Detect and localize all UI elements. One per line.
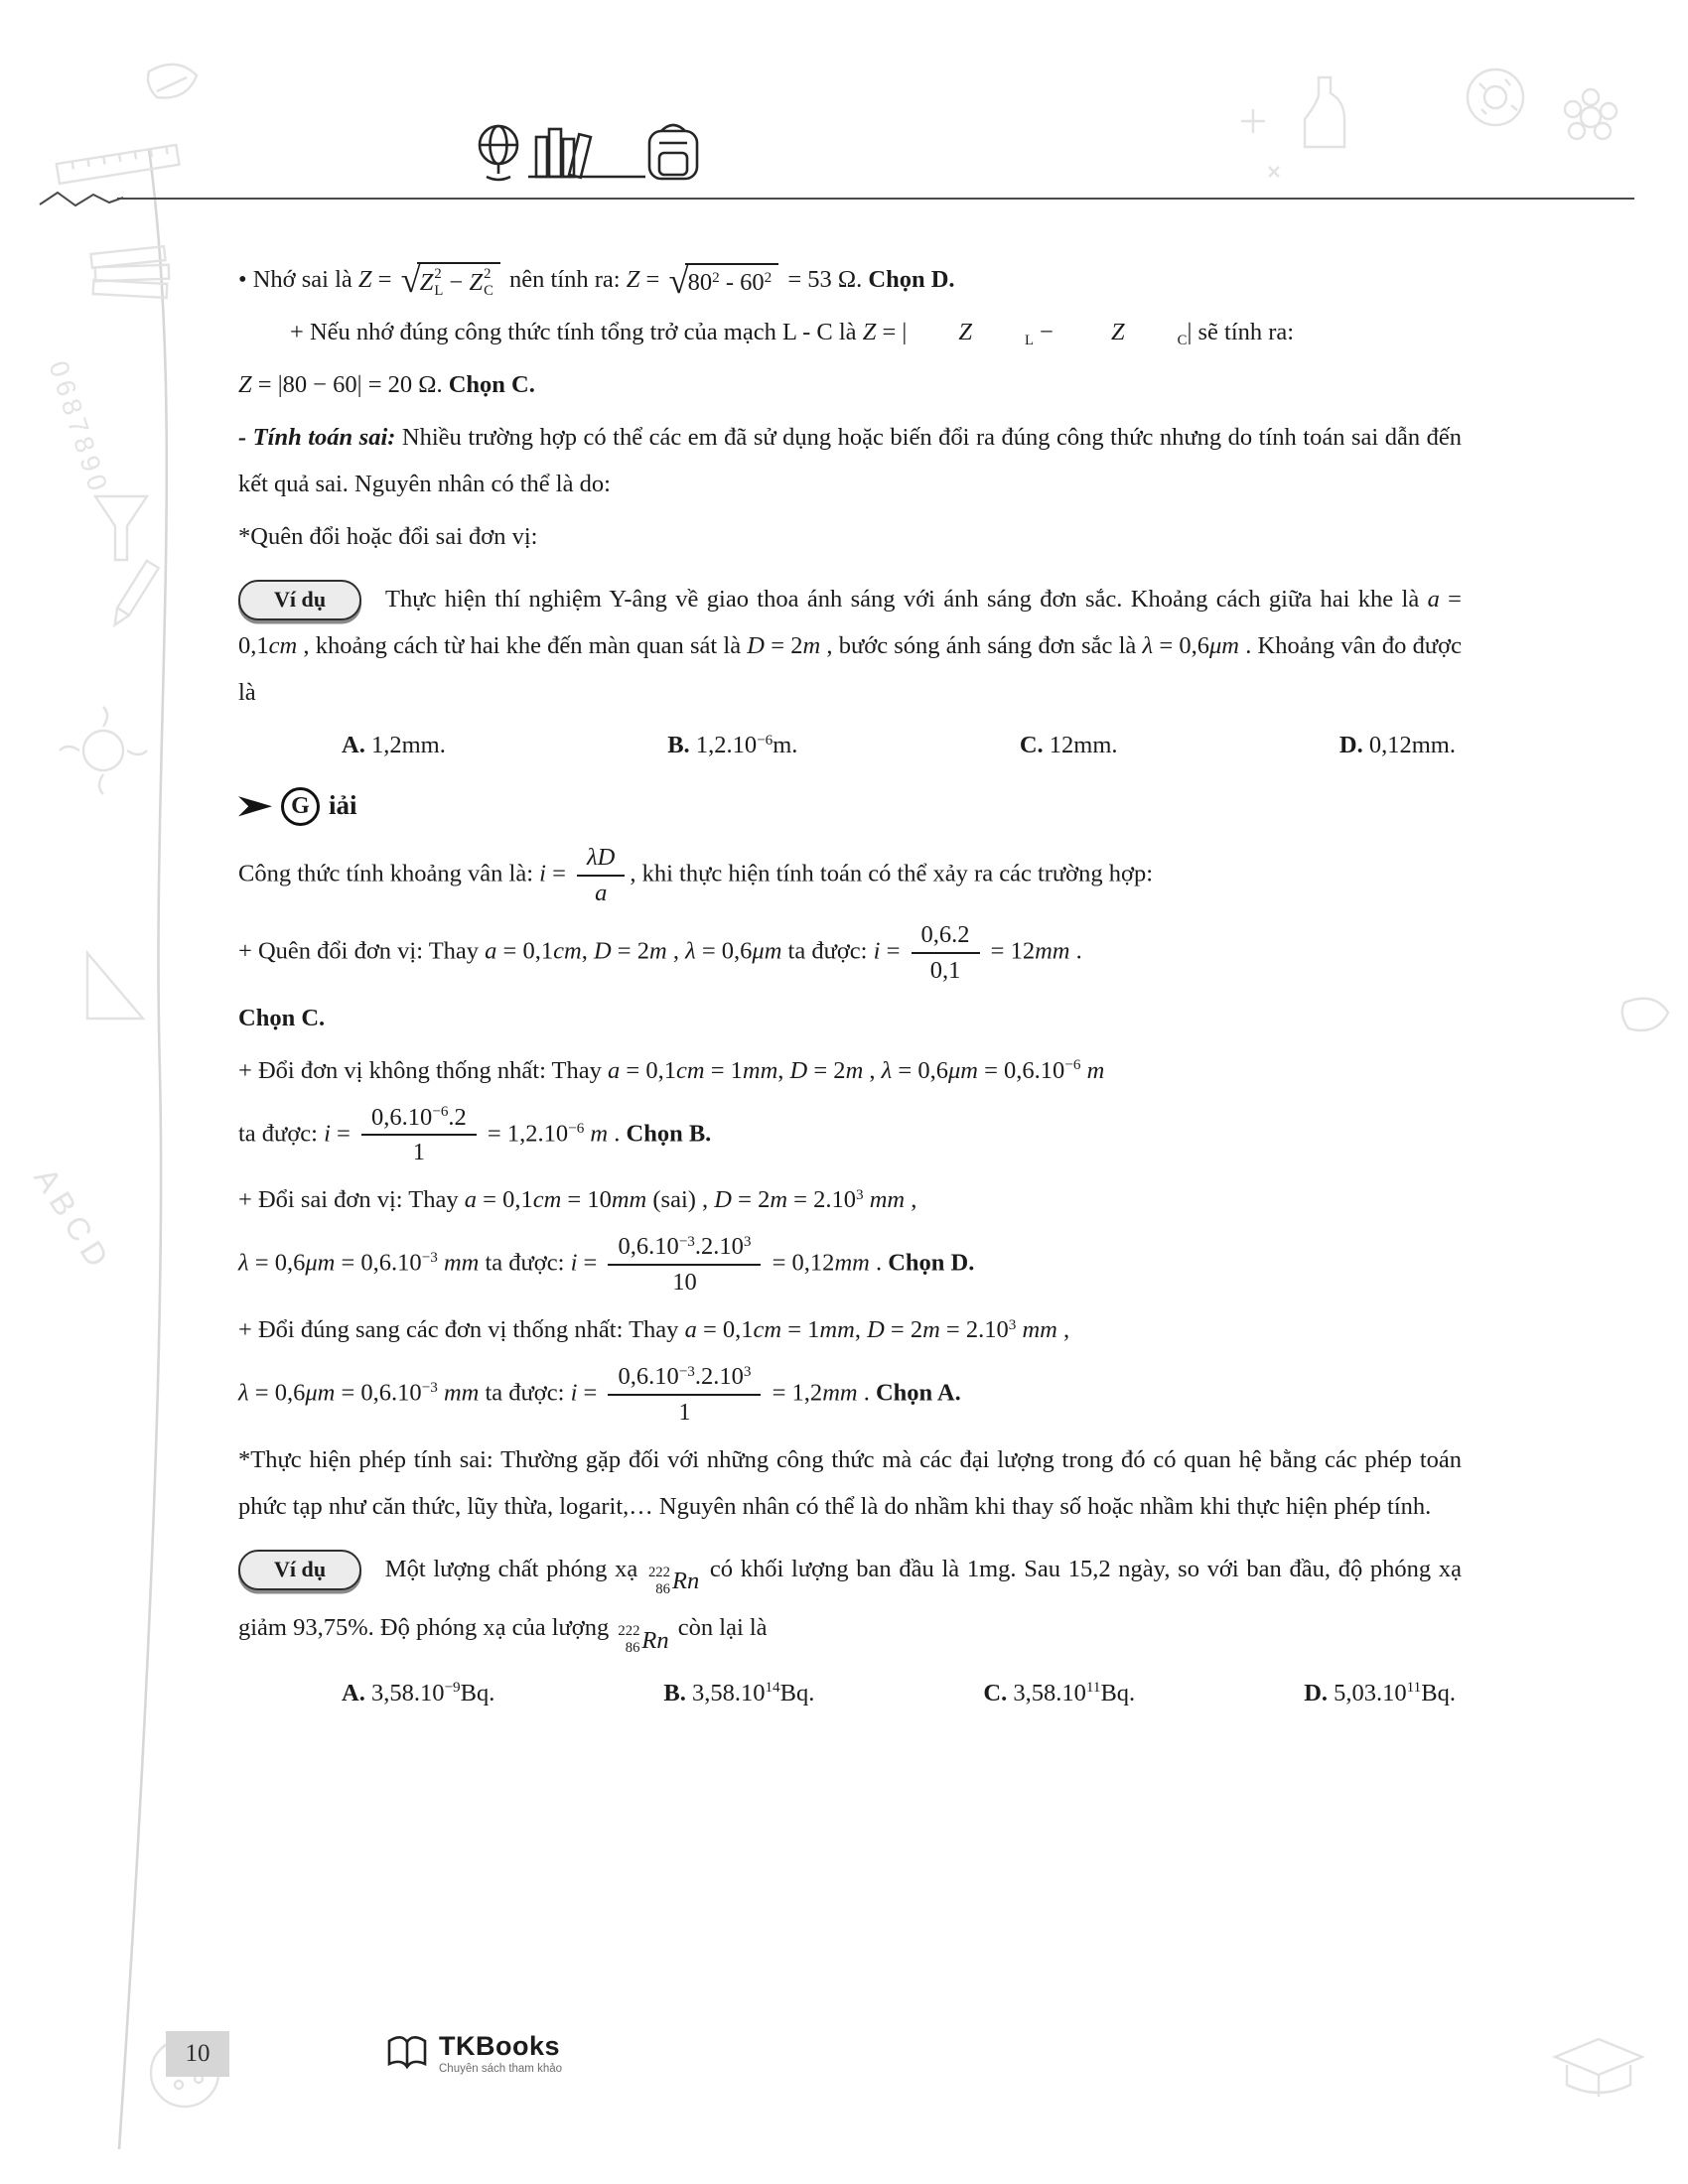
math-variable: i (873, 937, 881, 965)
superscript: −6 (432, 1103, 449, 1121)
publisher-logo (385, 2031, 562, 2075)
math-variable: μm (1209, 632, 1239, 660)
square-root: √ $80^2 - 60^2$ (668, 263, 778, 300)
math-variable: λ (238, 1379, 249, 1407)
superscript: −3 (678, 1232, 695, 1250)
books-icon (528, 129, 645, 178)
math-variable: mm (742, 1056, 778, 1084)
square-root: √ Z 2 L − Z 2 C (401, 262, 500, 300)
option-label: A. (342, 732, 365, 759)
graduation-cap-doodle (1555, 2039, 1642, 2097)
example-badge: Ví dụ (238, 580, 361, 620)
fraction: $\frac{0,6.10^{-6}.2}{1}$ (361, 1102, 477, 1169)
superscript: −3 (678, 1362, 695, 1380)
answer-option: D. 5,03.10$^{11}$Bq. (1304, 1679, 1456, 1706)
option-label: C. (983, 1679, 1008, 1706)
paragraph: *Quên đổi hoặc đổi sai đơn vị: (238, 523, 538, 551)
book-stack-doodle (90, 246, 169, 298)
leaf-doodle-top-left (148, 65, 197, 98)
triangle-ruler-doodle (87, 953, 143, 1019)
math-variable: a (684, 1315, 697, 1343)
math-variable: i (539, 860, 546, 887)
radical-sign: √ (400, 259, 421, 301)
bold-text: Chọn C. (448, 371, 535, 399)
paragraph: Ví dụ Thực hiện thí nghiệm Y-âng về giao thoa ánh sáng với ánh sáng đơn sắc. Khoảng cách giữa hai khe là a = 0,1cm , khoảng cách từ hai khe đến màn quan sát là D = 2m , bước sóng ánh sáng đơn sắc là λ = 0,6μm . Khoảng vân đo được là (238, 576, 1462, 716)
answer-option: C. 12mm. (1019, 732, 1118, 759)
math-variable: μm (947, 1056, 978, 1084)
math-variable: mm (869, 1186, 906, 1214)
math-variable: λD (587, 844, 616, 872)
page-number-badge (166, 2031, 229, 2077)
math-variable: Z 2 L (419, 266, 444, 300)
math-variable: λ (238, 1249, 249, 1277)
superscript: −6 (1064, 1056, 1081, 1074)
paragraph: $\lambda = 0,6\mu m = 0,6.10^{-3}$ mm ta được: i = $\frac{0,6.10^{-3}.2.10^3}{10}$ = 0,12mm . Chọn D. (238, 1229, 1462, 1300)
paragraph: + Quên đổi đơn vị: Thay a = 0,1cm, D = 2m , λ = 0,6μm ta được: i = $\frac{0,6.2}{0,1}$ = 12mm . (238, 917, 1462, 989)
decor-numbers: 0687890 (43, 357, 115, 499)
logo-text: TKBooks (439, 2031, 561, 2061)
radical-sign: √ (668, 260, 689, 301)
math-variable: Z (626, 266, 640, 293)
math-variable: a (595, 879, 608, 906)
superscript: 11 (1085, 1679, 1101, 1697)
option-label: B. (663, 1679, 686, 1706)
math-variable: D (593, 937, 612, 965)
paragraph: - Tính toán sai: Nhiều trường hợp có thể các em đã sử dụng hoặc biến đổi ra đúng công thức nhưng do tính toán sai dẫn đến kết quả sai. Nguyên nhân có thể là do: (238, 424, 1463, 498)
flower-doodle (1565, 89, 1617, 139)
swirl-doodle-petals (60, 707, 147, 794)
bottle-doodle (1305, 77, 1344, 147)
nuclide-notation: 222 86 Rn (618, 1623, 669, 1657)
solution-heading-text: iải (329, 790, 357, 821)
superscript: 3 (855, 1185, 864, 1203)
superscript: −6 (568, 1119, 585, 1137)
math-variable: mm (819, 1315, 855, 1343)
math-variable: a (485, 937, 497, 965)
paragraph: + Đổi đúng sang các đơn vị thống nhất: Thay a = 0,1cm = 1mm, $D = 2m = 2.10^3$ mm , (238, 1315, 1070, 1343)
tkbooks-logo-icon (385, 2033, 429, 2073)
paragraph: Công thức tính khoảng vân là: i = $\frac{\lambda D}{a}$ , khi thực hiện tính toán có thể xảy ra các trường hợp: (238, 840, 1462, 911)
superscript: 2 (764, 268, 773, 286)
paragraph: Z = |80 − 60| = 20 Ω. Chọn C. (238, 371, 535, 399)
funnel-doodle (95, 496, 147, 560)
decor-letters: ABCD (27, 1161, 119, 1280)
math-variable: i (324, 1120, 331, 1148)
paragraph: ta được: i = $\frac{0,6.10^{-6}.2}{1}$ = $1,2.10^{-6}$ m . Chọn B. (238, 1100, 1462, 1171)
math-variable: D (747, 632, 765, 660)
math-variable: cm (675, 1056, 705, 1084)
option-label: C. (1019, 732, 1044, 759)
math-variable: mm (611, 1186, 647, 1214)
superscript: −3 (421, 1249, 438, 1267)
math-variable: m (845, 1056, 864, 1084)
math-variable: Z (862, 319, 877, 346)
ruler-doodle (57, 145, 180, 184)
math-variable: Z (357, 266, 372, 293)
math-variable: μm (752, 937, 782, 965)
math-variable: cm (268, 632, 298, 660)
superscript: −6 (757, 731, 774, 749)
math-variable: i (570, 1249, 578, 1277)
logo-tagline: Chuyên sách tham khảo (439, 2063, 563, 2075)
option-label: A. (342, 1679, 365, 1706)
math-variable: cm (753, 1315, 782, 1343)
bold-italic-text: - Tính toán sai: (238, 424, 396, 452)
math-variable: mm (1022, 1315, 1057, 1343)
superscript: 11 (1406, 1679, 1422, 1697)
math-variable: m (648, 937, 667, 965)
math-variable: mm (443, 1249, 480, 1277)
superscript: 14 (765, 1679, 780, 1697)
zigzag-rule-end (40, 193, 123, 205)
math-variable: D (867, 1315, 885, 1343)
option-label: D. (1304, 1679, 1329, 1706)
math-variable: Z 2 C (469, 266, 493, 300)
pencil-doodle (109, 561, 159, 628)
math-variable: mm (834, 1249, 870, 1277)
math-variable: μm (305, 1249, 336, 1277)
fraction: $\frac{0,6.10^{-3}.2.10^3}{1}$ (608, 1361, 761, 1429)
math-variable: m (802, 632, 821, 660)
math-variable: mm (443, 1379, 480, 1407)
header-divider (117, 198, 1634, 200)
globe-icon (480, 126, 517, 180)
paragraph: Ví dụ Một lượng chất phóng xạ 222 86 Rn có khối lượng ban đầu là 1mg. Sau 15,2 ngày, so với ban đầu, độ phóng xạ giảm 93,75%. Độ phóng xạ của lượng 222 86 Rn còn lại là (238, 1546, 1462, 1664)
math-variable: Z C (1111, 319, 1188, 348)
nuclide-notation: 222 86 Rn (647, 1564, 700, 1597)
header-icons (475, 111, 713, 197)
math-variable: m (590, 1120, 609, 1148)
superscript: −3 (421, 1379, 438, 1397)
bold-text: Chọn B. (626, 1120, 712, 1148)
paragraph (238, 995, 1462, 1041)
margin-curve-line (119, 149, 167, 2149)
circled-letter: G (281, 787, 320, 826)
paragraph: + Nếu nhớ đúng công thức tính tổng trở của mạch L - C là Z = | Z L − Z C | sẽ tính ra: (238, 309, 1462, 355)
sparkle-doodle (1241, 109, 1279, 177)
bold-text: Chọn A. (875, 1379, 961, 1407)
answer-option: D. 0,12mm. (1338, 732, 1456, 759)
math-variable: λ (1142, 632, 1154, 660)
math-variable: i (570, 1379, 578, 1407)
example-badge: Ví dụ (238, 1550, 361, 1590)
math-variable: a (1427, 586, 1440, 614)
arrow-icon (238, 795, 272, 818)
math-variable: Z (238, 371, 252, 399)
bold-text: Chọn D. (888, 1249, 975, 1277)
fraction (577, 842, 625, 909)
bold-text: Chọn C. (238, 1004, 326, 1031)
answer-option: B. 3,58.10$^{14}$Bq. (663, 1679, 815, 1706)
math-variable: D (789, 1056, 808, 1084)
math-variable: m (1086, 1056, 1105, 1084)
swirl-doodle (83, 731, 123, 770)
answer-option: A. 1,2mm. (342, 732, 446, 759)
math-variable: cm (553, 937, 582, 965)
superscript: 2 (712, 268, 720, 286)
answer-option: C. 3,58.10$^{11}$Bq. (983, 1679, 1136, 1706)
answer-options (238, 722, 1462, 768)
math-variable: λ (685, 937, 696, 965)
donut-doodle (1468, 69, 1523, 125)
superscript: 3 (743, 1362, 752, 1380)
paragraph: $\lambda = 0,6\mu m = 0,6.10^{-3}$ mm ta được: i = $\frac{0,6.10^{-3}.2.10^3}{1}$ = 1,2mm . Chọn A. (238, 1359, 1462, 1431)
page-content (238, 256, 1462, 1724)
superscript: 3 (1008, 1315, 1017, 1333)
math-variable: λ (881, 1056, 893, 1084)
backpack-icon (649, 125, 697, 179)
answer-option: A. $3,58.10^{-9}Bq$. (342, 1679, 495, 1706)
superscript: 3 (743, 1232, 752, 1250)
answer-options (238, 1670, 1462, 1716)
math-variable: mm (1035, 937, 1070, 965)
leaf-doodle-right (1622, 999, 1668, 1030)
math-variable: Z L (958, 319, 1034, 348)
math-variable: cm (532, 1186, 562, 1214)
paragraph: *Thực hiện phép tính sai: Thường gặp đối với những công thức mà các đại lượng trong đó có quan hệ bằng các phép toán phức tạp như căn thức, lũy thừa, logarit,… Nguyên nhân có thể là do nhầm khi thay số hoặc nhầm khi thực hiện phép tính. (238, 1445, 1462, 1520)
superscript: −9 (444, 1679, 461, 1697)
fraction: $\frac{0,6.10^{-3}.2.10^3}{10}$ (608, 1231, 761, 1298)
paragraph: • Nhớ sai là Z = √ Z 2 L − Z 2 C nên tính ra: Z = √ $80^2 - 60^2$ = 53 Ω. Chọn D. (238, 259, 955, 301)
solution-heading (238, 780, 1462, 832)
math-variable: μm (305, 1379, 336, 1407)
paragraph: + Đổi đơn vị không thống nhất: Thay a = 0,1cm = 1mm, D = 2m , $\lambda = 0,6\mu m = 0,6.10^{-6}$ m (238, 1056, 1105, 1084)
math-variable: a (608, 1056, 621, 1084)
option-label: D. (1338, 732, 1363, 759)
bold-text: Chọn D. (868, 266, 955, 293)
option-label: B. (667, 732, 690, 759)
math-variable: m (770, 1186, 788, 1214)
fraction: $\frac{0,6.2}{0,1}$ (912, 919, 980, 987)
math-variable: m (922, 1315, 940, 1343)
paragraph: + Đổi sai đơn vị: Thay a = 0,1cm = 10mm (sai) , $D = 2m = 2.10^3$ mm , (238, 1185, 917, 1214)
answer-option: B. $1,2.10^{-6}m$. (667, 731, 798, 759)
math-variable: mm (822, 1379, 858, 1407)
math-variable: a (464, 1186, 477, 1214)
page-number: 10 (185, 2040, 211, 2067)
math-variable: D (714, 1186, 732, 1214)
